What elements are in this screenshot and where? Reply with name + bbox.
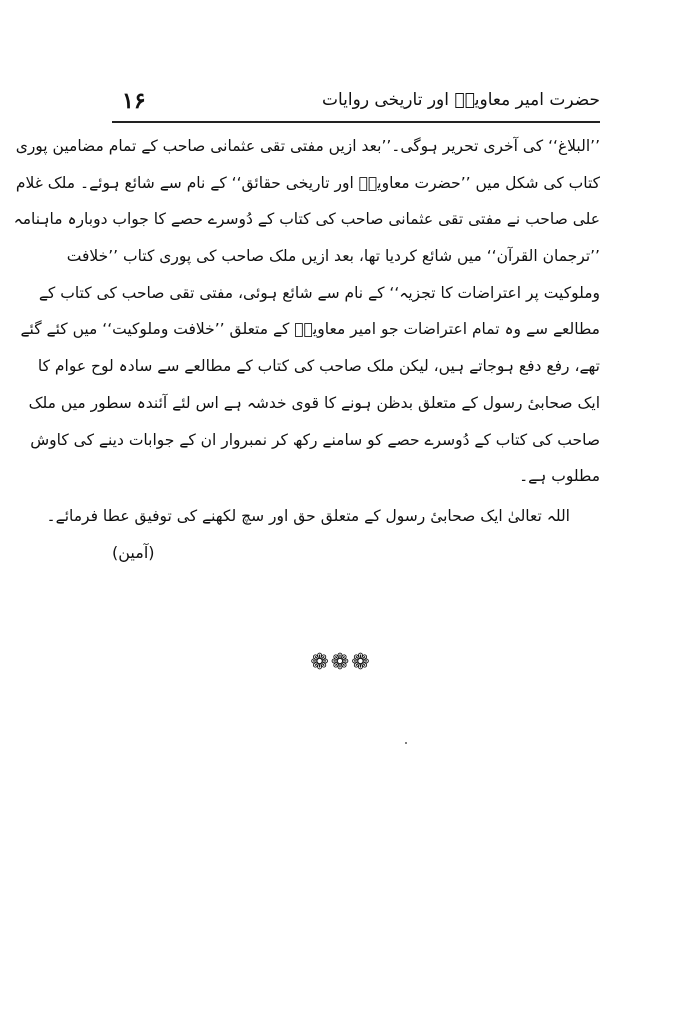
- running-title: حضرت امیر معاویہؓ اور تاریخی روایات: [321, 90, 600, 110]
- print-speck: [405, 742, 407, 744]
- text-line: ’’البلاغ‘‘ کی آخری تحریر ہوگی۔’’بعد ازیں مفتی تقی عثمانی صاحب کے تمام مضامین پوری: [15, 137, 600, 155]
- text-line: ایک صحابیٔ رسول کے متعلق بدظن ہونے کا قوی خدشہ ہے اس لئے آئندہ سطور میں ملک: [28, 393, 600, 412]
- body-paragraph: [13, 128, 600, 495]
- text-line: مطلوب ہے۔: [519, 467, 600, 486]
- page-number: ۱۶: [122, 88, 146, 114]
- text-line: وملوکیت پر اعتراضات کا تجزیہ‘‘ کے نام سے شائع ہوئی، مفتی تقی صاحب کی کتاب کے: [38, 283, 600, 302]
- section-end-ornament: ❁❁❁: [310, 650, 372, 675]
- amen-text: (آمین): [112, 543, 155, 562]
- text-line: مطالعے سے وہ تمام اعتراضات جو امیر معاویہؓ کے متعلق ’’خلافت وملوکیت‘‘ میں کئے گئے: [20, 320, 600, 339]
- page-header: [112, 88, 600, 118]
- header-rule: [112, 121, 600, 123]
- closing-prayer: اللہ تعالیٰ ایک صحابیٔ رسول کے متعلق حق اور سچ لکھنے کی توفیق عطا فرمائے۔: [46, 507, 570, 525]
- text-line: ’’ترجمان القرآن‘‘ میں شائع کردیا تھا، بعد ازیں ملک صاحب کی پوری کتاب ’’خلافت: [66, 247, 600, 266]
- text-line: علی صاحب نے مفتی تقی عثمانی صاحب کی کتاب کے دُوسرے حصے کا جواب دوبارہ ماہنامہ: [13, 210, 600, 229]
- text-line: صاحب کی کتاب کے دُوسرے حصے کو سامنے رکھ کر نمبروار ان کے جوابات دینے کی کاوش: [30, 430, 600, 449]
- text-line: تھے، رفع دفع ہوجاتے ہیں، لیکن ملک صاحب کی کتاب کے مطالعے سے سادہ لوح عوام کا: [37, 357, 600, 376]
- text-line: کتاب کی شکل میں ’’حضرت معاویہؓ اور تاریخی حقائق‘‘ کے نام سے شائع ہوئے۔ ملک غلام: [15, 173, 600, 192]
